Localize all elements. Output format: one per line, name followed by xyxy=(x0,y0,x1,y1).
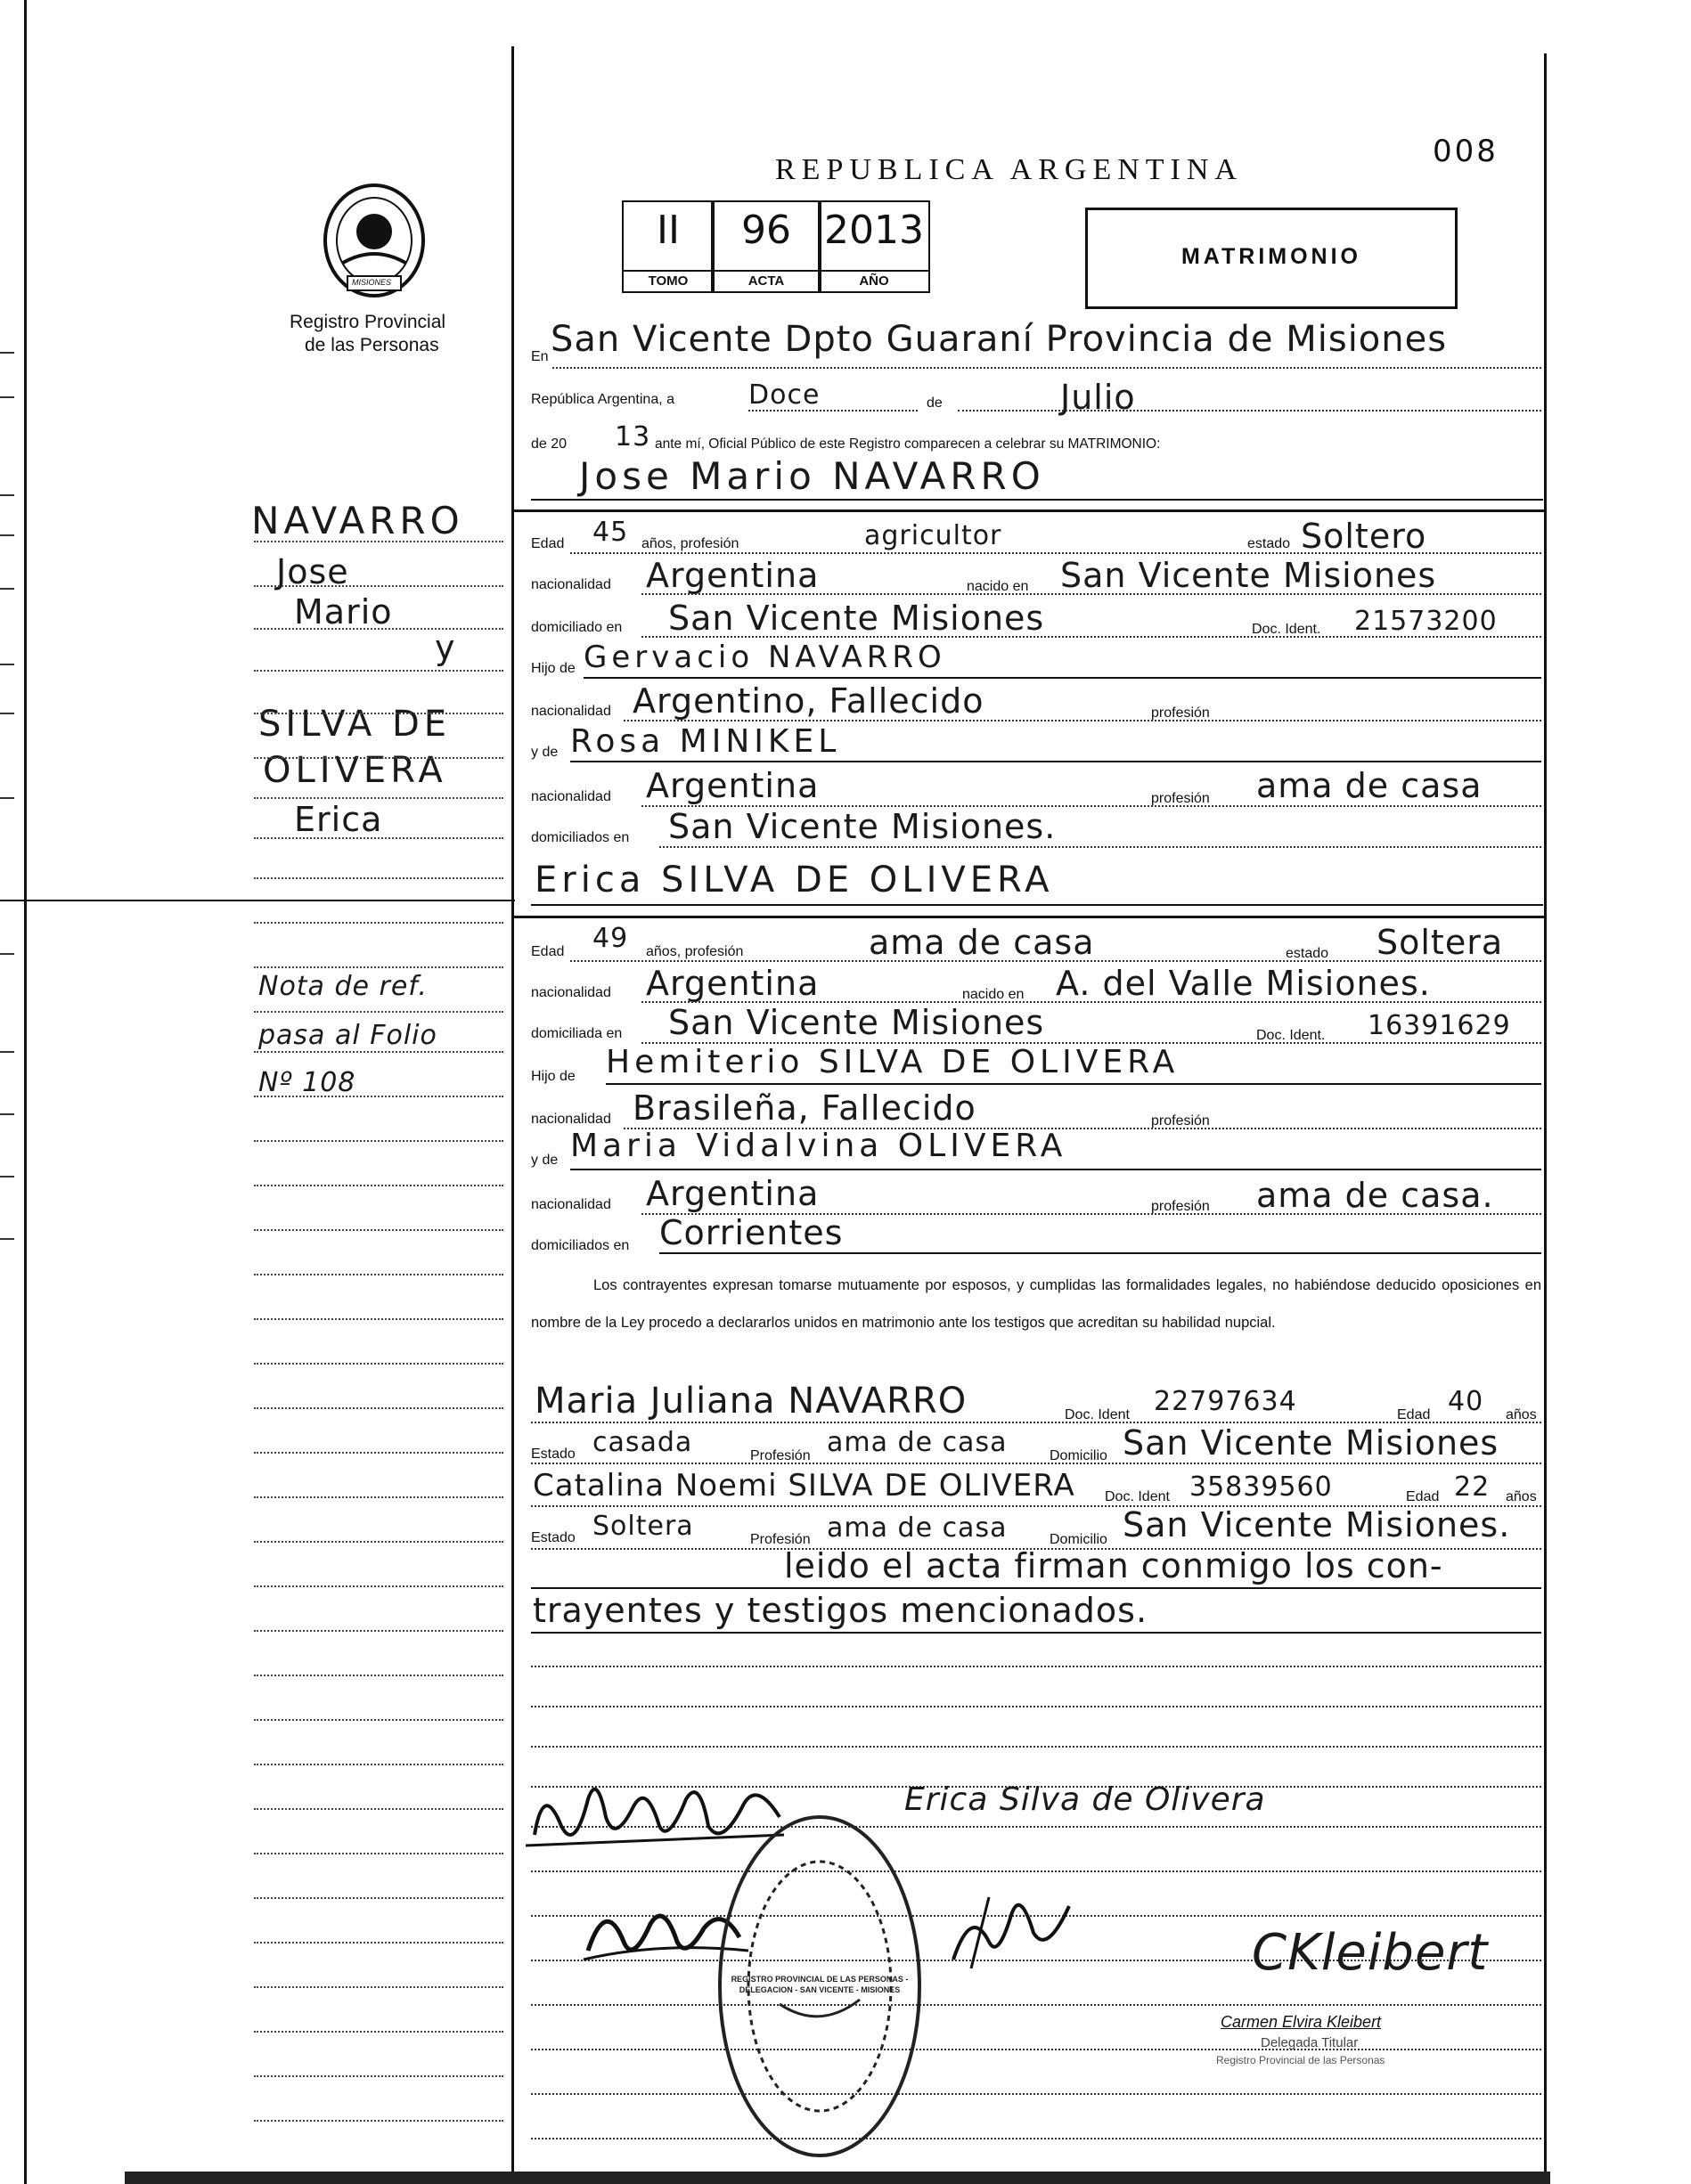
margin-groom-name1: Jose xyxy=(276,552,349,591)
margin-rule xyxy=(254,1541,503,1543)
label-bride-mother-nac: nacionalidad xyxy=(531,1197,611,1212)
label-bride-edad: Edad xyxy=(531,944,565,959)
margin-note-line2: pasa al Folio xyxy=(258,1020,437,1051)
witness1-profession: ama de casa xyxy=(827,1427,1008,1458)
label-bride-nacionalidad: nacionalidad xyxy=(531,985,611,1000)
margin-rule xyxy=(254,1407,503,1409)
label-groom-nacido: nacido en xyxy=(967,579,1029,594)
left-edge-mark xyxy=(0,713,14,714)
margin-rule xyxy=(254,2120,503,2122)
country-title: REPUBLICA ARGENTINA xyxy=(775,153,1243,186)
label-witness1-estado: Estado xyxy=(531,1446,576,1462)
bride-doc: 16391629 xyxy=(1368,1010,1511,1041)
rule-groom-nacionalidad xyxy=(641,593,1541,595)
rule-bride-father xyxy=(606,1083,1541,1085)
body-rule xyxy=(531,2138,1541,2139)
official-name: Carmen Elvira Kleibert xyxy=(1221,2013,1382,2031)
margin-rule xyxy=(254,1986,503,1988)
rule-day xyxy=(748,410,918,412)
label-bride-yde: y de xyxy=(531,1153,559,1168)
margin-note-line3: Nº 108 xyxy=(258,1067,356,1098)
rule-groom-domiciliados xyxy=(659,846,1541,848)
margin-groom-name2: Mario xyxy=(294,592,393,632)
groom-father-nationality: Argentino, Fallecido xyxy=(633,681,984,721)
left-edge-mark xyxy=(0,588,14,590)
margin-rule xyxy=(254,713,503,714)
margin-rule xyxy=(254,628,503,630)
groom-mother: Rosa MINIKEL xyxy=(570,723,841,760)
registry-name-line2: de las Personas xyxy=(305,335,439,355)
label-republica: República Argentina, a xyxy=(531,392,674,407)
official-stamp xyxy=(713,1808,927,2164)
left-edge-mark xyxy=(0,664,14,665)
closing-line1: leido el acta firman conmigo los con- xyxy=(784,1546,1443,1585)
label-witness2-anos: años xyxy=(1506,1489,1537,1504)
bride-nationality: Argentina xyxy=(646,964,820,1003)
label-witness2-doc: Doc. Ident xyxy=(1105,1489,1170,1504)
left-edge-mark xyxy=(0,534,14,536)
label-oficial: ante mí, Oficial Público de este Registro comparecen a celebrar su MATRIMONIO: xyxy=(655,436,1161,452)
left-edge-mark xyxy=(0,1113,14,1115)
label-witness1-profesion: Profesión xyxy=(750,1448,811,1463)
margin-rule xyxy=(254,1675,503,1676)
margin-note-line1: Nota de ref. xyxy=(258,971,428,1002)
label-groom-edad: Edad xyxy=(531,536,565,551)
rule-groom-mother xyxy=(570,761,1541,762)
label-en: En xyxy=(531,349,549,364)
act-place: San Vicente Dpto Guaraní Provincia de Misiones xyxy=(551,319,1448,360)
rule-groom-domicilio xyxy=(641,636,1541,638)
rule-bride-edad xyxy=(570,960,1541,962)
label-witness2-edad: Edad xyxy=(1406,1489,1440,1504)
official-title: Delegada Titular xyxy=(1261,2035,1359,2050)
margin-rule xyxy=(254,1011,503,1013)
bride-parents-domicile: Corrientes xyxy=(659,1213,844,1252)
label-witness2-domicilio: Domicilio xyxy=(1050,1532,1107,1547)
groom-full-name: Jose Mario NAVARRO xyxy=(579,454,1045,498)
groom-mother-profession: ama de casa xyxy=(1256,766,1483,805)
anio-label: AÑO xyxy=(820,270,928,291)
left-margin-divider xyxy=(0,900,515,901)
page-number: 008 xyxy=(1433,134,1499,169)
bride-signature: Erica Silva de Olivera xyxy=(904,1781,1266,1818)
rule-bride-name xyxy=(531,904,1543,906)
label-groom-domiciliados: domiciliados en xyxy=(531,830,630,845)
body-rule xyxy=(531,1746,1541,1748)
bride-full-name: Erica SILVA DE OLIVERA xyxy=(535,860,1054,900)
seal-text: MISIONES xyxy=(352,278,392,287)
left-border-line xyxy=(24,0,27,2184)
label-de: de xyxy=(927,395,943,411)
registry-name-line1: Registro Provincial xyxy=(290,312,446,332)
rule-bride-domiciliados xyxy=(659,1252,1541,1254)
label-bride-father-nac: nacionalidad xyxy=(531,1112,611,1127)
label-groom-doc: Doc. Ident. xyxy=(1252,622,1321,637)
margin-rule xyxy=(254,2075,503,2077)
left-edge-mark xyxy=(0,1051,14,1053)
rule-groom-father xyxy=(584,677,1541,679)
body-rule xyxy=(531,2049,1541,2050)
label-groom-father-prof: profesión xyxy=(1151,705,1210,721)
label-bride-hijo: Hijo de xyxy=(531,1069,576,1084)
stamp-text: REGISTRO PROVINCIAL DE LAS PERSONAS - DELEGACION - SAN VICENTE - MISIONES xyxy=(731,1975,909,1994)
official-office: Registro Provincial de las Personas xyxy=(1216,2054,1385,2066)
label-groom-mother-prof: profesión xyxy=(1151,791,1210,806)
groom-father: Gervacio NAVARRO xyxy=(584,640,946,675)
left-edge-mark xyxy=(0,797,14,799)
rule-groom-section xyxy=(511,509,1545,512)
right-border-line xyxy=(1544,53,1547,2184)
bride-mother-nationality: Argentina xyxy=(646,1174,820,1213)
anio-value: 2013 xyxy=(824,208,924,253)
label-groom-yde: y de xyxy=(531,745,559,760)
margin-rule xyxy=(254,922,503,924)
bride-father-nationality: Brasileña, Fallecido xyxy=(633,1088,976,1128)
witness2-signature xyxy=(935,1879,1087,1977)
rule-groom-father-nac xyxy=(624,720,1541,721)
label-bride-anos-profesion: años, profesión xyxy=(646,944,744,959)
label-bride-estado: estado xyxy=(1286,946,1329,961)
rule-bride-mother xyxy=(570,1169,1541,1170)
rule-place xyxy=(552,367,1541,369)
margin-rule xyxy=(254,1719,503,1721)
bride-status: Soltera xyxy=(1376,923,1504,962)
tomo-value: II xyxy=(657,208,680,253)
groom-status: Soltero xyxy=(1301,517,1427,556)
margin-groom-surname: NAVARRO xyxy=(251,499,464,542)
body-rule xyxy=(531,1706,1541,1707)
label-bride-domiciliados: domiciliados en xyxy=(531,1238,630,1253)
center-divider-line xyxy=(511,46,514,2184)
groom-nationality: Argentina xyxy=(646,556,820,595)
body-rule xyxy=(531,1870,1541,1872)
label-de20: de 20 xyxy=(531,436,568,452)
margin-rule xyxy=(254,877,503,879)
label-groom-father-nac: nacionalidad xyxy=(531,704,611,719)
bride-birthplace: A. del Valle Misiones. xyxy=(1056,964,1431,1003)
bride-mother-profession: ama de casa. xyxy=(1256,1176,1494,1215)
bride-age: 49 xyxy=(592,923,629,954)
margin-bride-name: Erica xyxy=(294,800,383,839)
act-year-suffix: 13 xyxy=(615,421,651,452)
margin-rule xyxy=(254,1942,503,1944)
body-rule xyxy=(531,2004,1541,2006)
label-witness1-doc: Doc. Ident xyxy=(1065,1407,1130,1422)
acta-label: ACTA xyxy=(713,270,820,291)
official-signature: CKleibert xyxy=(1252,1924,1489,1982)
label-groom-anos-profesion: años, profesión xyxy=(641,536,739,551)
margin-rule xyxy=(254,1808,503,1810)
witness2-age: 22 xyxy=(1454,1471,1491,1503)
witness2-status: Soltera xyxy=(592,1511,694,1542)
left-edge-mark xyxy=(0,1176,14,1178)
acta-value: 96 xyxy=(741,208,791,253)
document-type-box xyxy=(1085,208,1458,309)
margin-rule xyxy=(254,1853,503,1854)
label-groom-hijo: Hijo de xyxy=(531,661,576,676)
witness1-doc: 22797634 xyxy=(1154,1386,1297,1417)
acta-cell xyxy=(711,200,821,293)
legal-statement: Los contrayentes expresan tomarse mutuamente por esposos, y cumplidas las formalidades legales, no habiéndose deducido oposiciones en nombre de la Ley procedo a declararlos unidos en matrimonio ante los testigos que acreditan su habilidad nupcial. xyxy=(531,1277,1541,1331)
groom-mother-nationality: Argentina xyxy=(646,766,820,805)
margin-rule xyxy=(254,1363,503,1365)
act-month: Julio xyxy=(1060,378,1136,417)
witness2-name: Catalina Noemi SILVA DE OLIVERA xyxy=(533,1468,1075,1504)
margin-rule xyxy=(254,1185,503,1186)
margin-rule xyxy=(254,1140,503,1142)
bottom-shadow-strip xyxy=(125,2172,1550,2184)
witness1-age: 40 xyxy=(1448,1386,1484,1417)
margin-rule xyxy=(254,541,503,542)
rule-month xyxy=(958,410,1541,412)
margin-rule xyxy=(254,1274,503,1275)
label-groom-nacionalidad: nacionalidad xyxy=(531,577,611,592)
label-bride-mother-prof: profesión xyxy=(1151,1199,1210,1214)
provincial-seal xyxy=(312,178,437,303)
margin-rule xyxy=(254,1897,503,1899)
act-day: Doce xyxy=(748,379,821,411)
margin-rule xyxy=(254,1496,503,1498)
margin-rule xyxy=(254,837,503,839)
witness1-domicile: San Vicente Misiones xyxy=(1123,1423,1499,1463)
witness1-name: Maria Juliana NAVARRO xyxy=(535,1381,968,1422)
margin-rule xyxy=(254,1764,503,1765)
label-bride-nacido: nacido en xyxy=(962,987,1025,1002)
label-witness1-edad: Edad xyxy=(1397,1407,1431,1422)
body-rule xyxy=(531,2093,1541,2095)
margin-bride-surname2: OLIVERA xyxy=(263,750,447,791)
label-witness1-domicilio: Domicilio xyxy=(1050,1448,1107,1463)
label-witness1-anos: años xyxy=(1506,1407,1537,1422)
label-bride-doc: Doc. Ident. xyxy=(1256,1028,1326,1043)
margin-conjunction: y xyxy=(435,628,456,667)
witness2-profession: ama de casa xyxy=(827,1512,1008,1544)
rule-closing2 xyxy=(531,1632,1541,1634)
margin-rule xyxy=(254,1229,503,1231)
margin-rule xyxy=(254,585,503,587)
margin-rule xyxy=(254,1318,503,1320)
tomo-label: TOMO xyxy=(624,270,713,291)
left-edge-mark xyxy=(0,494,14,496)
groom-parents-domicile: San Vicente Misiones. xyxy=(668,807,1057,846)
groom-profession: agricultor xyxy=(864,520,1002,551)
margin-rule xyxy=(254,2031,503,2033)
margin-rule xyxy=(254,1096,503,1097)
margin-rule xyxy=(254,1630,503,1632)
margin-rule xyxy=(254,670,503,672)
rule-witness1b xyxy=(531,1463,1541,1464)
tomo-cell xyxy=(622,200,715,293)
bride-father: Hemiterio SILVA DE OLIVERA xyxy=(606,1044,1180,1080)
bride-domicile: San Vicente Misiones xyxy=(668,1003,1045,1042)
left-edge-mark xyxy=(0,396,14,398)
document-type: MATRIMONIO xyxy=(1180,244,1361,269)
rule-bride-section xyxy=(511,916,1545,918)
rule-groom-name xyxy=(531,499,1543,501)
margin-rule xyxy=(254,1051,503,1053)
margin-rule xyxy=(254,966,503,968)
label-witness2-estado: Estado xyxy=(531,1530,576,1545)
margin-rule xyxy=(254,1452,503,1454)
label-bride-domiciliada: domiciliada en xyxy=(531,1026,623,1041)
bride-profession: ama de casa xyxy=(869,923,1095,962)
groom-domicile: San Vicente Misiones xyxy=(668,599,1045,638)
witness2-domicile: San Vicente Misiones. xyxy=(1123,1505,1511,1544)
witness1-status: casada xyxy=(592,1427,693,1458)
label-groom-domiciliado: domiciliado en xyxy=(531,620,623,635)
left-edge-mark xyxy=(0,1238,14,1240)
margin-rule xyxy=(254,757,503,759)
witness2-doc: 35839560 xyxy=(1189,1471,1333,1503)
left-edge-mark xyxy=(0,352,14,354)
groom-age: 45 xyxy=(592,517,629,548)
anio-cell xyxy=(818,200,930,293)
margin-rule xyxy=(254,1585,503,1587)
label-witness2-profesion: Profesión xyxy=(750,1532,811,1547)
margin-rule xyxy=(254,797,503,799)
label-groom-estado: estado xyxy=(1247,536,1291,551)
left-edge-mark xyxy=(0,953,14,955)
label-bride-father-prof: profesión xyxy=(1151,1113,1210,1129)
groom-birthplace: San Vicente Misiones xyxy=(1060,556,1437,595)
bride-mother: Maria Vidalvina OLIVERA xyxy=(570,1128,1067,1164)
rule-groom-edad xyxy=(570,552,1541,554)
rule-closing1 xyxy=(531,1587,1541,1589)
margin-bride-surname1: SILVA DE xyxy=(258,704,452,745)
closing-line2: trayentes y testigos mencionados. xyxy=(533,1591,1148,1630)
groom-doc: 21573200 xyxy=(1354,606,1498,637)
body-rule xyxy=(531,1666,1541,1667)
label-groom-mother-nac: nacionalidad xyxy=(531,789,611,804)
